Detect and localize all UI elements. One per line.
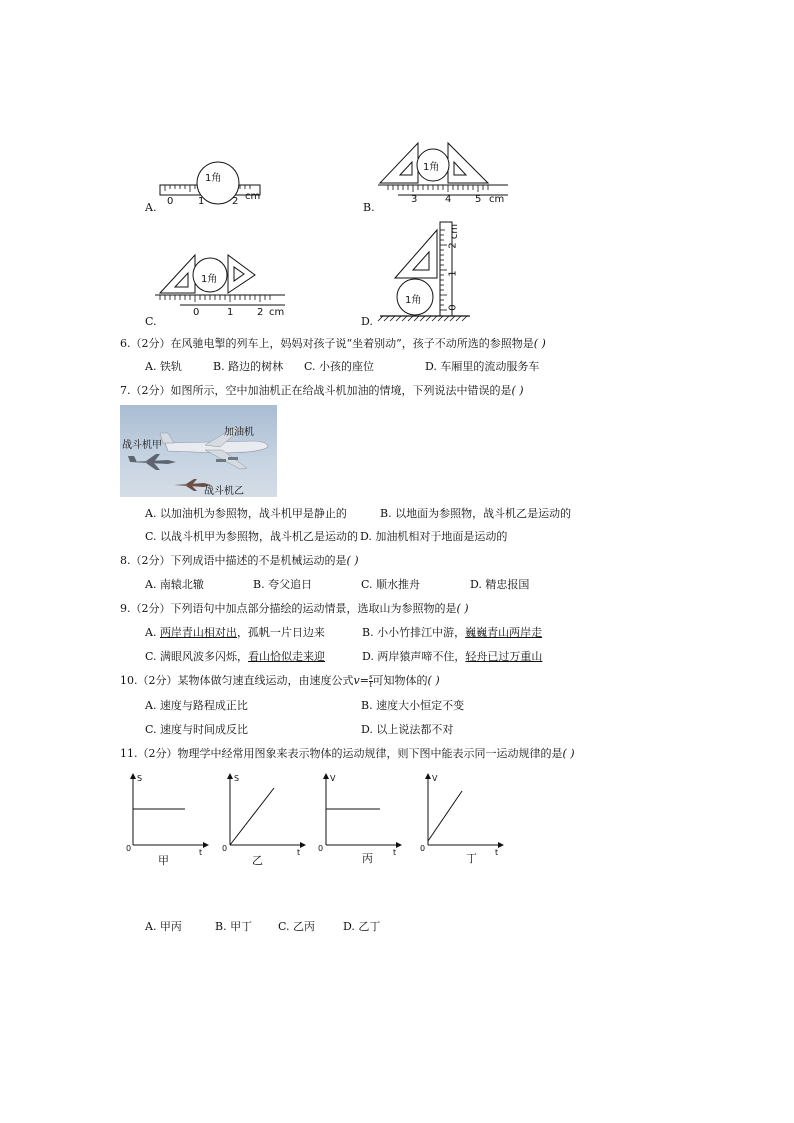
figure-d-tick-0: 0 [447,304,459,311]
photo-label-fighter-a: 战斗机甲 [122,440,162,451]
figure-a-coin-label: 1角 [205,173,222,184]
q9-option-b [362,624,542,640]
figure-d-tick-1: 1 [447,270,459,277]
q9-option-c-prefix: C. 满眼风波多闪烁， [145,650,249,663]
graph-ding-ylabel: V [432,774,438,783]
graph-jia-xlabel: t [199,848,203,857]
figure-b-letter: B. [363,201,375,214]
q11-stem-text: 11.（2分）物理学中经常用图象来表示物体的运动规律，则下图中能表示同一运动规律的是 [120,747,563,760]
q11-stem [120,745,575,761]
figure-b-tick-4: 4 [445,194,452,205]
q8-option-c: C. 顺水推舟 [361,578,421,591]
graph-bing [318,773,403,848]
q6-option-c: C. 小孩的座位 [304,360,375,373]
graph-yi-xlabel: t [297,848,301,857]
photo-label-tanker: 加油机 [224,427,254,438]
fighter-plane-a [128,453,178,471]
graph-jia-origin: 0 [126,844,132,853]
figure-d-tick-2: 2 [447,242,459,249]
q10-option-a: A. 速度与路程成正比 [145,699,248,712]
figure-c-tick-0: 0 [193,307,200,318]
q6-option-b: B. 路边的树林 [213,360,284,373]
q9-option-a [145,624,325,640]
graph-ding-origin: 0 [420,844,426,853]
q6-stem [120,335,546,351]
graph-bing-origin: 0 [318,844,324,853]
photo-label-fighter-b: 战斗机乙 [204,486,244,497]
graph-ding-name: 丁 [466,852,477,865]
q10-option-d: D. 以上说法都不对 [361,723,454,736]
figure-c [155,255,290,315]
figure-c-tick-2: 2 [257,307,264,318]
graph-jia-name: 甲 [158,854,169,867]
q10-formula-v: v= [353,674,369,687]
figure-a-tick-0: 0 [167,196,174,207]
q7-stem-text: 7.（2分）如图所示，空中加油机正在给战斗机加油的情境，下列说法中错误的是 [120,384,512,397]
q6-option-d: D. 车厢里的流动服务车 [425,360,540,373]
graph-jia-ylabel: S [137,774,143,783]
figure-b-tick-3: 3 [411,194,418,205]
figure-a-tick-1: 1 [198,196,205,207]
q8-stem [120,552,359,568]
q9-option-b-prefix: B. 小小竹排江中游， [362,626,466,639]
graph-bing-xlabel: t [393,848,397,857]
q9-option-b-underlined: 巍巍青山两岸走 [465,626,543,639]
q9-option-d-prefix: D. 两岸猿声啼不住， [362,650,466,663]
q10-stem-suffix: 可知物体的 [372,674,428,687]
q8-answer-paren: ( ) [346,554,359,567]
graph-bing-ylabel: V [330,774,336,783]
q9-option-c-underlined: 看山恰似走来迎 [248,650,326,663]
q10-answer-paren: ( ) [427,674,440,687]
q7-option-d: D. 加油机相对于地面是运动的 [360,530,508,543]
q7-option-a: A. 以加油机为参照物，战斗机甲是静止的 [145,507,347,520]
figure-c-letter: C. [145,315,157,328]
figure-a [140,155,270,215]
graph-bing-name: 丙 [362,852,373,865]
q8-stem-text: 8.（2分）下列成语中描述的不是机械运动的是 [120,554,347,567]
q7-answer-paren: ( ) [511,384,524,397]
q9-answer-paren: ( ) [456,602,469,615]
figure-a-letter: A. [145,201,157,214]
figure-c-tick-1: 1 [227,307,234,318]
graph-ding-xlabel: t [495,848,499,857]
q7-option-c: C. 以战斗机甲为参照物，战斗机乙是运动的 [145,530,359,543]
q11-answer-paren: ( ) [562,747,575,760]
q7-option-b: B. 以地面为参照物，战斗机乙是运动的 [380,507,572,520]
q9-stem [120,600,469,616]
q9-stem-text: 9.（2分）下列语句中加点部分描绘的运动情景，选取山为参照物的是 [120,602,457,615]
graph-yi [222,773,307,848]
figure-d-unit: cm [449,223,461,240]
figure-d-coin-label: 1角 [405,295,422,306]
q6-answer-paren: ( ) [533,337,546,350]
q10-stem [120,672,440,689]
figure-b-coin-label: 1角 [423,162,440,173]
graph-yi-ylabel: S [234,774,240,783]
figure-c-coin-label: 1角 [201,274,218,285]
q6-stem-text: 6.（2分）在风驰电掣的列车上，妈妈对孩子说“坐着别动”，孩子不动所选的参照物是 [120,337,534,350]
figure-b-unit: cm [489,194,505,205]
graph-jia [125,773,210,848]
q10-formula-numerator: s [368,672,373,681]
q11-option-c: C. 乙丙 [278,920,316,933]
q9-option-d [362,648,542,664]
q8-option-b: B. 夸父追日 [253,578,313,591]
q6-option-a: A. 铁轨 [145,360,182,373]
q9-option-a-suffix: ，孤帆一片日边来 [236,626,325,639]
q10-option-b: B. 速度大小恒定不变 [361,699,465,712]
q7-stem [120,382,524,398]
graph-ding [420,773,505,848]
figure-b-tick-5: 5 [475,194,482,205]
q11-option-d: D. 乙丁 [343,920,381,933]
q9-option-a-underlined: 两岸青山相对出 [159,626,237,639]
figure-c-unit: cm [269,307,285,318]
q10-stem-prefix: 10.（2分）某物体做匀速直线运动，由速度公式 [120,674,354,687]
q10-formula-denominator: t [369,680,373,689]
q11-option-a: A. 甲丙 [145,920,182,933]
q10-option-c: C. 速度与时间成反比 [145,723,249,736]
q9-option-a-prefix: A. [145,626,160,639]
q9-option-d-underlined: 轻舟已过万重山 [465,650,543,663]
graph-yi-name: 乙 [252,854,263,867]
figure-a-unit: cm [245,191,261,202]
q8-option-a: A. 南辕北辙 [145,578,204,591]
q11-option-b: B. 甲丁 [215,920,253,933]
q7-refuel-photo [120,405,277,497]
figure-d-letter: D. [361,315,373,328]
graph-yi-origin: 0 [222,844,228,853]
q9-option-c [145,648,325,664]
q8-option-d: D. 精忠报国 [470,578,530,591]
figure-a-tick-2: 2 [232,196,239,207]
